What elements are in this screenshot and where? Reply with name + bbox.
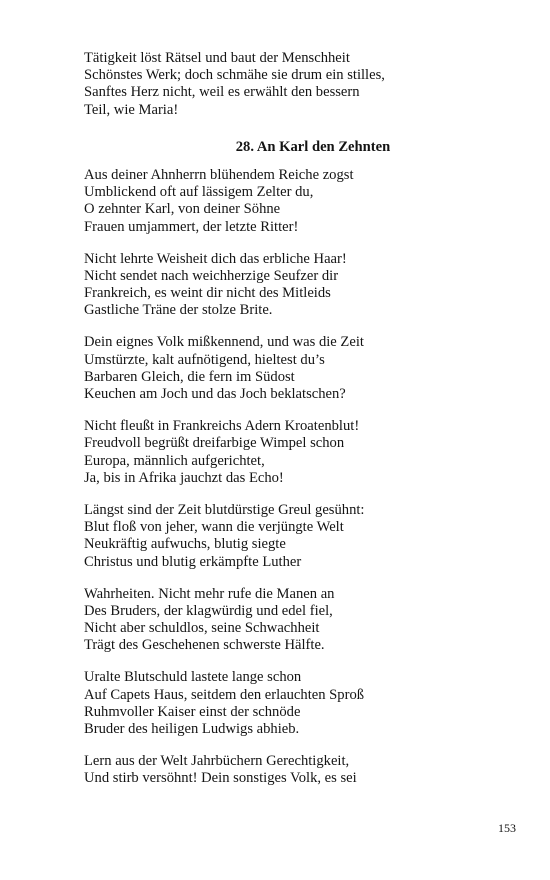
verse-line: Freudvoll begrüßt dreifarbige Wimpel schon [84,435,345,452]
stanza-3 [84,334,484,403]
verse-line: Uralte Blutschuld lastete lange schon [84,669,302,686]
verse-line: Umblickend oft auf lässigem Zelter du, [84,184,314,201]
verse-line: Bruder des heiligen Ludwigs abhieb. [84,721,300,738]
verse-line: Ja, bis in Afrika jauchzt das Echo! [84,469,284,486]
verse-line: Gastliche Träne der stolze Brite. [84,302,273,319]
page-number: 153 [498,821,516,835]
verse-line: Nicht lehrte Weisheit dich das erbliche Haar! [84,250,347,267]
stanza-5 [84,502,484,571]
verse-line: Dein eignes Volk mißkennend, und was die Zeit [84,334,364,351]
verse-line: Wahrheiten. Nicht mehr rufe die Manen an [84,585,335,602]
continuation-stanza [84,50,484,119]
verse-line: Teil, wie Maria! [84,101,179,118]
verse-line: Nicht fleußt in Frankreichs Adern Kroatenblut! [84,418,360,435]
stanza-6 [84,586,484,655]
verse-line: Lern aus der Welt Jahrbüchern Gerechtigkeit, [84,753,350,770]
stanza-1 [84,167,484,236]
verse-line: Nicht aber schuldlos, seine Schwachheit [84,620,320,637]
stanza-4 [84,418,484,487]
verse-line: O zehnter Karl, von deiner Söhne [84,201,281,218]
verse-line: Keuchen am Joch und das Joch beklatschen? [84,386,346,403]
verse-line: Sanftes Herz nicht, weil es erwählt den bessern [84,84,360,101]
verse-line: Frankreich, es weint dir nicht des Mitleids [84,285,331,302]
verse-line: Und stirb versöhnt! Dein sonstiges Volk, es sei [84,770,357,787]
text-block [84,50,484,803]
verse-line: Neukräftig aufwuchs, blutig siegte [84,536,286,553]
poem-title: 28. An Karl den Zehnten [235,138,391,155]
verse-line: Ruhmvoller Kaiser einst der schnöde [84,703,301,720]
verse-line: Christus und blutig erkämpfte Luther [84,553,302,570]
verse-line: Nicht sendet nach weichherzige Seufzer dir [84,267,339,284]
stanza-7 [84,669,484,738]
verse-line: Barbaren Gleich, die fern im Südost [84,368,295,385]
stanza-2 [84,251,484,320]
verse-line: Europa, männlich aufgerichtet, [84,452,265,469]
verse-line: Schönstes Werk; doch schmähe sie drum ein stilles, [84,67,385,84]
verse-line: Des Bruders, der klagwürdig und edel fiel, [84,602,333,619]
verse-line: Tätigkeit löst Rätsel und baut der Menschheit [84,50,350,66]
verse-line: Blut floß von jeher, wann die verjüngte Welt [84,519,344,536]
verse-line: Auf Capets Haus, seitdem den erlauchten Sproß [84,686,365,703]
verse-line: Aus deiner Ahnherrn blühendem Reiche zogst [84,166,354,183]
verse-line: Trägt des Geschehenen schwerste Hälfte. [84,637,325,654]
stanza-8 [84,753,484,787]
verse-line: Frauen umjammert, der letzte Ritter! [84,218,299,235]
verse-line: Längst sind der Zeit blutdürstige Greul gesühnt: [84,501,365,518]
verse-line: Umstürzte, kalt aufnötigend, hieltest du’s [84,351,325,368]
